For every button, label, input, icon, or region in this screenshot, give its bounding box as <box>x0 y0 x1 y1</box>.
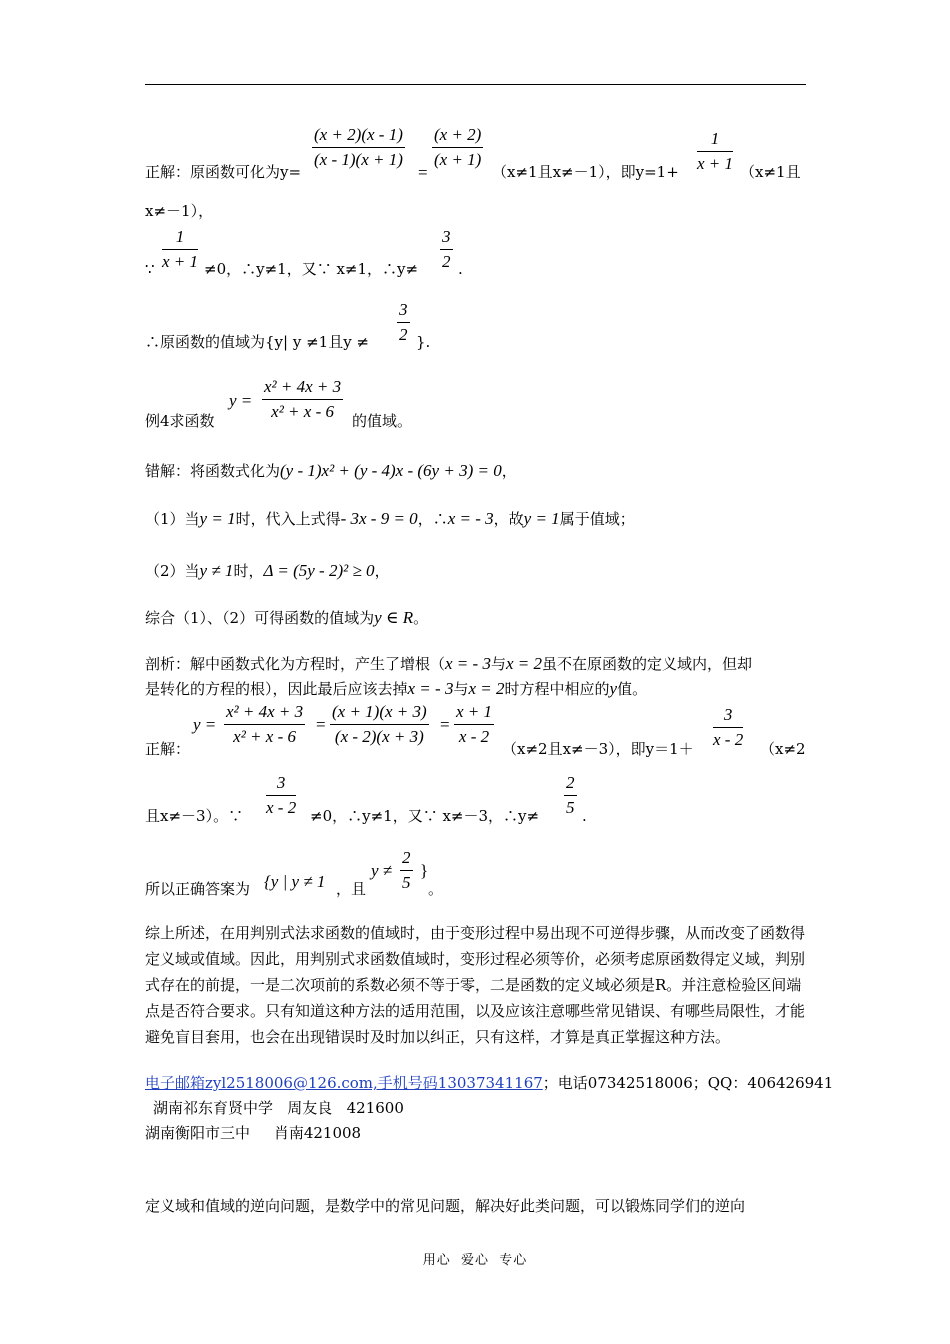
example-4-label: 例4求函数 <box>145 412 215 430</box>
contact-line-3: 湖南衡阳市三中 肖南421008 <box>145 1124 362 1142</box>
answer-label: 所以正确答案为 <box>145 880 251 898</box>
answer-set-a: {y | y ≠ 1 <box>264 872 326 891</box>
correct-fraction-1: $\frac{\text{x² + 4x + 3}}{\text{x² + x - 6}}$ <box>226 702 304 746</box>
answer-and: ，且 <box>336 880 367 898</box>
wrong-solution-line: 错解：将函数式化为(y - 1)x² + (y - 4)x - (6y + 3) = 0， <box>145 461 517 480</box>
correct-fraction-2: $\frac{(x + 1)(x + 3)}{(x - 2)(x + 3)}$ <box>332 702 427 746</box>
contact-link[interactable]: 电子邮箱zyl2518006@126.com,手机号码13037341167 <box>145 1074 543 1092</box>
correct-text-2: （x≠2 <box>760 740 806 758</box>
correct-text-5: . <box>582 807 587 825</box>
solution-line-1c: （x≠1且 <box>740 163 801 181</box>
solution-line-3a: ≠0，∴y≠1，又∵ x≠1，∴y≠ <box>204 260 419 278</box>
correct-text-4: ≠0，∴y≠1，又∵ x≠－3，∴y≠ <box>310 807 540 825</box>
solution-line-1b: （x≠1且x≠－1），即y=1+ <box>492 163 679 181</box>
correct-equals-2: = <box>440 715 450 734</box>
answer-brace: } <box>420 861 429 880</box>
analysis-line-2: 是转化的方程的根），因此最后应该去掉x = - 3与x = 2时方程中相应的y值。 <box>145 679 648 698</box>
answer-fraction: $\frac{2}{5}$ <box>402 848 411 892</box>
fraction-2: $\frac{(x + 2)}{(x + 1)}$ <box>434 125 482 169</box>
case-1-line: （1）当y = 1时，代入上式得- 3x - 9 = 0，∴x = - 3，故y = 1属于值域； <box>145 509 635 528</box>
fraction-1: $\frac{(x + 2)(x - 1)}{(x - 1)(x + 1)}$ <box>314 125 403 169</box>
correct-text-1: （x≠2且x≠－3），即y＝1＋ <box>502 740 694 758</box>
because-symbol: ∵ <box>145 260 155 278</box>
fraction-4: $\frac{1}{x + 1}$ <box>162 227 199 271</box>
fraction-3: $\frac{1}{x + 1}$ <box>697 129 734 173</box>
solution-line-2: x≠－1）， <box>145 202 214 220</box>
range-line-b: }. <box>416 333 431 351</box>
equals: = <box>418 163 428 182</box>
correct-fraction-3: $\frac{x + 1}{x - 2}$ <box>456 702 493 746</box>
correct-fraction-5: $\frac{3}{x - 2}$ <box>266 773 297 817</box>
solution-line-3b: . <box>458 260 463 278</box>
header-rule <box>145 84 806 85</box>
range-line-a: ∴原函数的值域为{y| y ≠1且y ≠ <box>145 333 370 351</box>
correct-fraction-4: $\frac{3}{x - 2}$ <box>713 705 744 749</box>
contact-line-2: 湖南祁东育贤中学 周友良 421600 <box>153 1099 404 1117</box>
fraction-6: $\frac{3}{2}$ <box>399 300 408 344</box>
analysis-line-1: 剖析：解中函数式化为方程时，产生了增根（x = - 3与x = 2虽不在原函数的定义域内，但却 <box>145 654 753 673</box>
answer-end: 。 <box>428 880 444 898</box>
contact-line-1: 电子邮箱zyl2518006@126.com,手机号码13037341167；电话07342518006；QQ：406426941 <box>145 1074 834 1092</box>
case-2-line: （2）当y ≠ 1时，Δ = (5y - 2)² ≥ 0， <box>145 561 390 580</box>
solution-line-1a: 正解：原函数可化为y= <box>145 163 302 181</box>
example-4-fraction: $\frac{\text{x² + 4x + 3}}{\text{x² + x - 6}}$ <box>264 377 342 421</box>
next-paragraph: 定义域和值域的逆向问题，是数学中的常见问题，解决好此类问题，可以锻炼同学们的逆向 <box>145 1197 746 1215</box>
correct-fraction-6: $\frac{2}{5}$ <box>566 773 575 817</box>
example-4-tail: 的值域。 <box>352 412 413 430</box>
page-footer: 用心 爱心 专心 <box>422 1253 528 1268</box>
correct-equals-1: = <box>316 715 326 734</box>
answer-y-neq: y ≠ <box>371 861 393 880</box>
summary-wrong-line: 综合（1）、（2）可得函数的值域为y ∈ R。 <box>145 608 429 627</box>
fraction-5: $\frac{3}{2}$ <box>442 227 451 271</box>
example-4-y: y = <box>229 391 253 410</box>
summary-paragraph: 综上所述，在用判别式法求函数的值域时，由于变形过程中易出现不可逆得步骤，从而改变了函数得定义域或值域。因此，用判别式求函数值域时，变形过程必须等价，必须考虑原函数得定义域，判别式存在的前提，一是二次项前的系数必须不等于零，二是函数的定义域必须是R。并注意检验区间端点是否符合要求。只有知道这种方法的适用范围，以及应该注意哪些常见错误、有哪些局限性，才能避免盲目套用，也会在出现错误时及时加以纠正，只有这样，才算是真正掌握这种方法。 <box>145 924 806 1046</box>
correct-solution-label: 正解： <box>145 740 191 758</box>
correct-y: y = <box>193 715 217 734</box>
correct-text-3: 且x≠－3）。∵ <box>145 807 244 825</box>
